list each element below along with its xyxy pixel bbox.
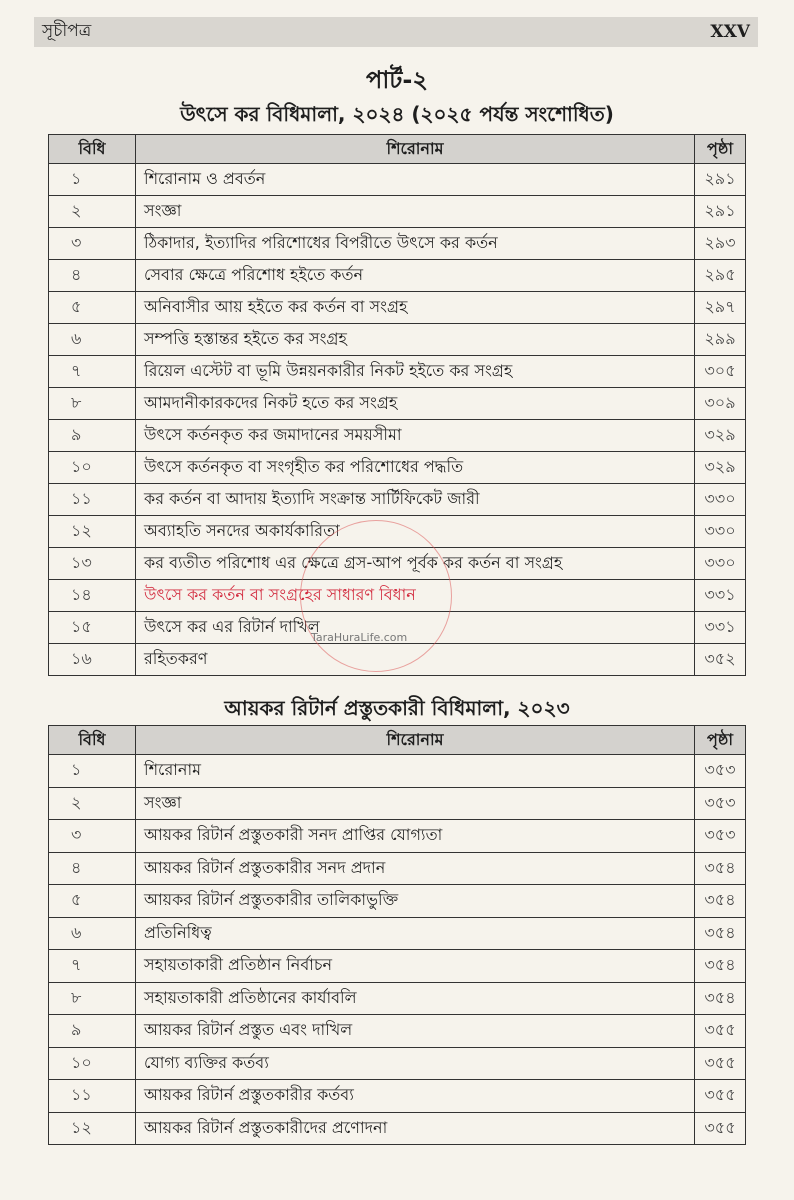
page-ref: ২৯৭: [695, 292, 746, 324]
table-row: [49, 917, 746, 950]
table-row: [49, 324, 746, 356]
rule-number: ৬: [49, 917, 136, 950]
rule-title: কর কর্তন বা আদায় ইত্যাদি সংক্রান্ত সার্টিফিকেট জারী: [136, 484, 695, 516]
rule-number: ১২: [49, 1112, 136, 1145]
table-row: [49, 820, 746, 853]
rule-number: ১: [49, 164, 136, 196]
column-header: শিরোনাম: [136, 726, 695, 755]
rule-title: আয়কর রিটার্ন প্রস্তুত এবং দাখিল: [136, 1015, 695, 1048]
page-ref: ২৯৫: [695, 260, 746, 292]
page-ref: ৩৫৪: [695, 852, 746, 885]
part-title: পার্ট-২: [366, 66, 428, 94]
running-header: [34, 17, 758, 47]
rule-number: ৮: [49, 982, 136, 1015]
rule-title: অনিবাসীর আয় হইতে কর কর্তন বা সংগ্রহ: [136, 292, 695, 324]
rule-number: ৭: [49, 356, 136, 388]
column-header: বিধি: [49, 135, 136, 164]
rule-number: ১০: [49, 1047, 136, 1080]
rule-title: আয়কর রিটার্ন প্রস্তুতকারী সনদ প্রাপ্তির যোগ্যতা: [136, 820, 695, 853]
rule-title: সহায়তাকারী প্রতিষ্ঠানের কার্যাবলি: [136, 982, 695, 1015]
rule-number: ৬: [49, 324, 136, 356]
page-ref: ৩৩০: [695, 516, 746, 548]
rule-title: আয়কর রিটার্ন প্রস্তুতকারীর সনদ প্রদান: [136, 852, 695, 885]
page-ref: ৩৩০: [695, 548, 746, 580]
rule-number: ৫: [49, 885, 136, 918]
table-row: [49, 516, 746, 548]
rule-number: ৩: [49, 228, 136, 260]
page-ref: ৩৩০: [695, 484, 746, 516]
section-label: সূচীপত্র: [42, 21, 92, 41]
table-row: [49, 982, 746, 1015]
table-header: [49, 135, 746, 164]
rule-number: ১২: [49, 516, 136, 548]
table-row: [49, 1080, 746, 1113]
rule-title: শিরোনাম ও প্রবর্তন: [136, 164, 695, 196]
table-header: [49, 726, 746, 755]
table-row: [49, 228, 746, 260]
rule-number: ১০: [49, 452, 136, 484]
page-ref: ২৯১: [695, 164, 746, 196]
page-ref: ৩৩১: [695, 580, 746, 612]
table-row: [49, 260, 746, 292]
rule-number: ১৩: [49, 548, 136, 580]
page-ref: ৩৫৪: [695, 917, 746, 950]
rule-number: ৮: [49, 388, 136, 420]
table-row: [49, 612, 746, 644]
table-row: [49, 885, 746, 918]
rule-number: ১১: [49, 484, 136, 516]
rules-table-2: [48, 725, 746, 1145]
rule-title: আয়কর রিটার্ন প্রস্তুতকারীর তালিকাভুক্তি: [136, 885, 695, 918]
column-header: বিধি: [49, 726, 136, 755]
rules-table-1: [48, 134, 746, 676]
rule-title: সংজ্ঞা: [136, 196, 695, 228]
table-row: [49, 950, 746, 983]
page-ref: ২৯১: [695, 196, 746, 228]
rule-title: শিরোনাম: [136, 755, 695, 788]
page-ref: ৩৫৫: [695, 1112, 746, 1145]
page-ref: ২৯৩: [695, 228, 746, 260]
table-row: [49, 1015, 746, 1048]
rule-number: ৯: [49, 420, 136, 452]
page-ref: ৩২৯: [695, 420, 746, 452]
rule-title: রিয়েল এস্টেট বা ভূমি উন্নয়নকারীর নিকট হইতে কর সংগ্রহ: [136, 356, 695, 388]
table-row: [49, 852, 746, 885]
rule-number: ৪: [49, 852, 136, 885]
page-ref: ৩৩১: [695, 612, 746, 644]
page-ref: ৩২৯: [695, 452, 746, 484]
table-row: [49, 644, 746, 676]
page-ref: ৩৫৪: [695, 885, 746, 918]
rule-number: ১: [49, 755, 136, 788]
rule-number: ৫: [49, 292, 136, 324]
rule-title: সংজ্ঞা: [136, 787, 695, 820]
rule-number: ৪: [49, 260, 136, 292]
table-row: [49, 548, 746, 580]
table-row: [49, 356, 746, 388]
page-ref: ৩৫৫: [695, 1080, 746, 1113]
rule-title: উৎসে কর এর রিটার্ন দাখিল: [136, 612, 695, 644]
page-ref: ৩৫৪: [695, 950, 746, 983]
rule-number: ১১: [49, 1080, 136, 1113]
page-ref: ৩৫২: [695, 644, 746, 676]
page-ref: ৩০৯: [695, 388, 746, 420]
rule-number: ১৬: [49, 644, 136, 676]
table-row: [49, 420, 746, 452]
rule-number: ৭: [49, 950, 136, 983]
rule-number: ৩: [49, 820, 136, 853]
rule-title: ঠিকাদার, ইত্যাদির পরিশোধের বিপরীতে উৎসে কর কর্তন: [136, 228, 695, 260]
rule-number: ৯: [49, 1015, 136, 1048]
table-title-2: আয়কর রিটার্ন প্রস্তুতকারী বিধিমালা, ২০২৩: [224, 696, 570, 720]
column-header: পৃষ্ঠা: [695, 135, 746, 164]
rule-title: আয়কর রিটার্ন প্রস্তুতকারীর কর্তব্য: [136, 1080, 695, 1113]
column-header: পৃষ্ঠা: [695, 726, 746, 755]
table-row: [49, 388, 746, 420]
page-ref: ৩৫৩: [695, 820, 746, 853]
table-row: [49, 787, 746, 820]
rule-title: আয়কর রিটার্ন প্রস্তুতকারীদের প্রণোদনা: [136, 1112, 695, 1145]
rule-number: ১৫: [49, 612, 136, 644]
table-row: [49, 755, 746, 788]
rule-title: প্রতিনিধিত্ব: [136, 917, 695, 950]
page-ref: ৩৫৫: [695, 1047, 746, 1080]
rule-title: সম্পত্তি হস্তান্তর হইতে কর সংগ্রহ: [136, 324, 695, 356]
rule-title: রহিতকরণ: [136, 644, 695, 676]
rule-title: উৎসে কর কর্তন বা সংগ্রহের সাধারণ বিধান: [136, 580, 695, 612]
rule-title: যোগ্য ব্যক্তির কর্তব্য: [136, 1047, 695, 1080]
page-ref: ৩৫৩: [695, 787, 746, 820]
rule-title: উৎসে কর্তনকৃত কর জমাদানের সময়সীমা: [136, 420, 695, 452]
watermark-text: TaraHuraLife.com: [311, 631, 408, 644]
table-row: [49, 484, 746, 516]
page-ref: ৩৫৪: [695, 982, 746, 1015]
table-row: [49, 452, 746, 484]
rule-title: উৎসে কর্তনকৃত বা সংগৃহীত কর পরিশোধের পদ্ধতি: [136, 452, 695, 484]
rule-number: ২: [49, 196, 136, 228]
column-header: শিরোনাম: [136, 135, 695, 164]
page-ref: ৩৫৩: [695, 755, 746, 788]
rule-title: কর ব্যতীত পরিশোধ এর ক্ষেত্রে গ্রস-আপ পূর্বক কর কর্তন বা সংগ্রহ: [136, 548, 695, 580]
rule-title: সেবার ক্ষেত্রে পরিশোধ হইতে কর্তন: [136, 260, 695, 292]
table-row: [49, 580, 746, 612]
table-row: [49, 292, 746, 324]
table-row: [49, 1047, 746, 1080]
table-row: [49, 1112, 746, 1145]
page-ref: ২৯৯: [695, 324, 746, 356]
table-row: [49, 164, 746, 196]
rule-title: অব্যাহতি সনদের অকার্যকারিতা: [136, 516, 695, 548]
rule-number: ১৪: [49, 580, 136, 612]
rule-title: সহায়তাকারী প্রতিষ্ঠান নির্বাচন: [136, 950, 695, 983]
page-number: XXV: [710, 22, 750, 42]
table-title-1: উৎসে কর বিধিমালা, ২০২৪ (২০২৫ পর্যন্ত সংশোধিত): [180, 102, 614, 126]
rule-title: আমদানীকারকদের নিকট হতে কর সংগ্রহ: [136, 388, 695, 420]
page-ref: ৩০৫: [695, 356, 746, 388]
table-row: [49, 196, 746, 228]
rule-number: ২: [49, 787, 136, 820]
page-ref: ৩৫৫: [695, 1015, 746, 1048]
